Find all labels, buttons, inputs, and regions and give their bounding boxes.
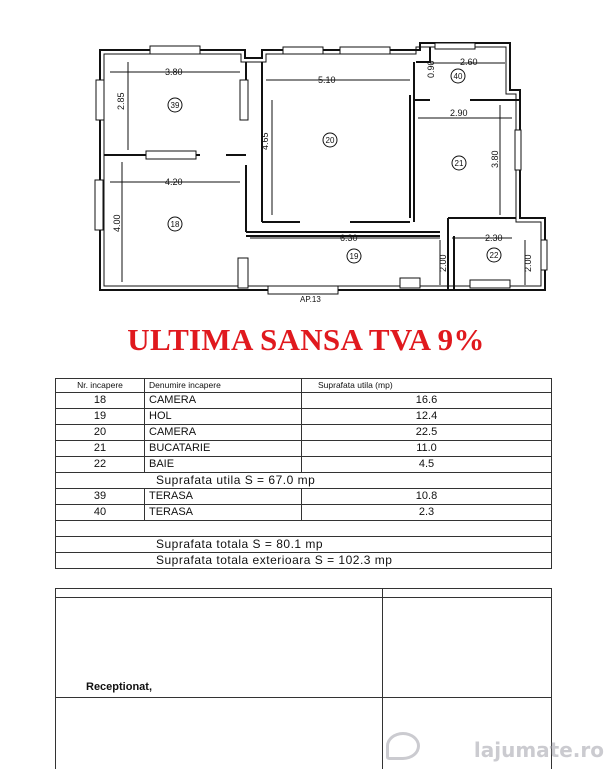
dim-290: 2.90 [450, 108, 468, 118]
row-nr: 18 [56, 393, 145, 409]
room-20-label: 20 [325, 136, 335, 145]
util-sum-row [56, 473, 552, 489]
total-sum: Suprafata totala S = 80.1 mp [56, 537, 552, 553]
room-area-table [55, 378, 552, 569]
table-row [56, 393, 552, 409]
dim-420: 4.20 [165, 177, 183, 187]
watermark-logo-icon [386, 732, 420, 760]
row-nr: 19 [56, 409, 145, 425]
row-area: 2.3 [302, 505, 552, 521]
table-row [56, 425, 552, 441]
util-sum: Suprafata utila S = 67.0 mp [56, 473, 552, 489]
total-sum-row [56, 537, 552, 553]
row-name: CAMERA [145, 425, 302, 441]
row-area: 4.5 [302, 457, 552, 473]
dim-200a: 2.00 [438, 254, 448, 272]
receptionat-label: Receptionat, [86, 681, 153, 693]
room-22-label: 22 [489, 251, 499, 260]
row-name: BAIE [145, 457, 302, 473]
row-nr: 40 [56, 505, 145, 521]
watermark: lajumate.ro [473, 738, 604, 762]
room-18-label: 18 [170, 220, 180, 229]
header-nr: Nr. incapere [56, 379, 145, 393]
apartment-label: AP.13 [300, 295, 321, 304]
floor-plan [0, 0, 612, 310]
table-row [56, 457, 552, 473]
ext-sum-row [56, 553, 552, 569]
row-nr: 39 [56, 489, 145, 505]
promo-banner: ULTIMA SANSA TVA 9% [127, 322, 485, 357]
dim-400: 4.00 [112, 214, 122, 232]
row-name: BUCATARIE [145, 441, 302, 457]
dim-380b: 3.80 [490, 150, 500, 168]
dim-630: 6.30 [340, 233, 358, 243]
row-nr: 22 [56, 457, 145, 473]
row-name: CAMERA [145, 393, 302, 409]
row-name: TERASA [145, 505, 302, 521]
dim-260: 2.60 [460, 57, 478, 67]
table-row [56, 441, 552, 457]
ext-sum: Suprafata totala exterioara S = 102.3 mp [56, 553, 552, 569]
dim-380: 3.80 [165, 67, 183, 77]
row-name: TERASA [145, 489, 302, 505]
dim-510: 5.10 [318, 75, 336, 85]
header-name: Denumire incapere [145, 379, 302, 393]
dim-090: 0.90 [426, 60, 436, 78]
table-row [56, 489, 552, 505]
room-39-label: 39 [170, 101, 180, 110]
room-40-label: 40 [453, 72, 463, 81]
row-nr: 21 [56, 441, 145, 457]
row-name: HOL [145, 409, 302, 425]
dim-230: 2.30 [485, 233, 503, 243]
row-area: 12.4 [302, 409, 552, 425]
header-area: Suprafata utila (mp) [302, 379, 552, 393]
row-nr: 20 [56, 425, 145, 441]
table-row [56, 409, 552, 425]
room-19-label: 19 [349, 252, 359, 261]
room-21-label: 21 [454, 159, 464, 168]
row-area: 11.0 [302, 441, 552, 457]
row-area: 22.5 [302, 425, 552, 441]
table-row [56, 505, 552, 521]
dim-285: 2.85 [116, 92, 126, 110]
row-area: 10.8 [302, 489, 552, 505]
dim-200b: 2.00 [523, 254, 533, 272]
table-header-row [56, 379, 552, 393]
row-area: 16.6 [302, 393, 552, 409]
spacer-row [56, 521, 552, 537]
dim-465: 4.65 [260, 132, 270, 150]
